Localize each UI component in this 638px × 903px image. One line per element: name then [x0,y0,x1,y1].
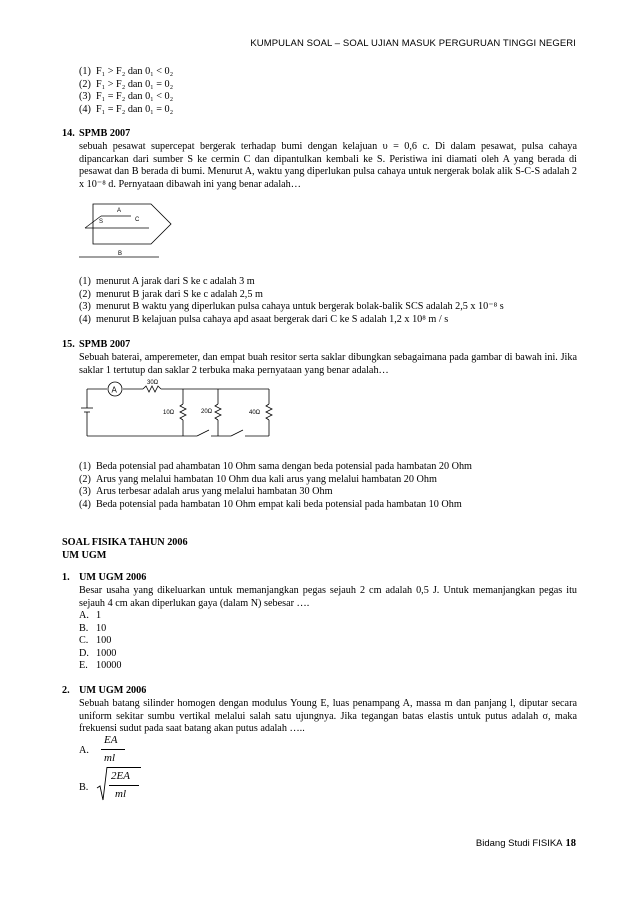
list-item: C. 100 [79,635,112,647]
question-15-options [79,461,579,511]
list-item: (2) menurut B jarak dari S ke c adalah 2,5 m [79,288,263,300]
option-a-formula [100,734,130,768]
question-14-text: sebuah pesawat supercepat bergerak terhadap bumi dengan kelajuan υ = 0,6 c. Di dalam pesawat, pulsa cahaya dipancarkan dari sumber S ke cermin C dan dipantulkan kembali ke S. Peristiwa ini diamati oleh A yang berada di pesawat dan B berada di bumi. Menurut A, waktu yang diperlukan pulsa cahaya untuk nergerak bolak alik S-C-S adalah 2 x 10⁻⁸ d. Pernyataan dibawah ini yang benar adalah… [79,141,577,190]
footer-label: Bidang Studi FISIKA [475,838,563,849]
list-item: (4) menurut B kelajuan pulsa cahaya apd asaat bergerak dari C ke S adalah 1,2 x 10⁸ m / s [79,313,449,325]
top-options [79,66,379,116]
option-b-formula [107,768,143,802]
list-item: A. 1 [79,610,102,621]
page-footer [476,838,576,849]
question-1-options [79,610,279,673]
list-item: B. 10 [79,622,107,634]
question-1-heading: 1. UM UGM 2006 [62,572,147,583]
list-item: (2) Arus yang melalui hambatan 10 Ohm dua kali arus yang melalui hambatan 20 Ohm [79,473,437,485]
resistor-label-10: 10Ω [163,410,175,416]
question-14-heading: 14. SPMB 2007 [62,128,131,139]
section-subtitle: UM UGM [62,549,107,561]
fraction-numerator: 2EA [111,770,130,782]
ammeter-label: A [111,385,117,395]
question-15-heading: 15. SPMB 2007 [62,339,131,350]
list-item: (1) Beda potensial pad ahambatan 10 Ohm sama dengan beda potensial pada hambatan 20 Ohm [79,461,472,472]
resistor-label-30: 30Ω [147,380,159,386]
list-item: (1) menurut A jarak dari S ke c adalah 3 m [79,276,255,287]
section-heading [62,537,188,562]
page-number: 18 [565,838,576,849]
question-2-text: Sebuah batang silinder homogen dengan modulus Young E, luas penampang A, massa m dan panjang l, diputar secara uniform sekitar sumbu vertikal melalui salah satu ujungnya. Jika tegangan batas elastis untuk putus adalah σ, maka frekuensi sudut pada saat batang akan putus adalah ….. [79,698,577,735]
fraction-denominator: ml [115,788,126,800]
list-item: (3) F₁ = F₂ dan 0₁ < 0₂ [79,91,174,103]
section-title: SOAL FISIKA TAHUN 2006 [62,537,188,548]
label-c: C [135,217,140,223]
page-header: KUMPULAN SOAL – SOAL UJIAN MASUK PERGURUAN TINGGI NEGERI [250,38,576,49]
list-item: E. 10000 [79,660,122,672]
question-1-text: Besar usaha yang dikeluarkan untuk memanjangkan pegas sejauh 2 cm adalah 0,5 J. Untuk memanjangkan pegas itu sejauh 4 cm akan diperlukan gaya (dalam N) sebesar …. [79,585,577,609]
circuit-diagram [79,376,279,440]
list-item: (4) Beda potensial pada hambatan 10 Ohm empat kali beda potensial pada hambatan 10 Ohm [79,498,462,510]
spaceship-diagram [79,200,189,262]
fraction-denominator: ml [104,752,115,764]
option-b-label: B. [79,782,89,793]
list-item: (3) menurut B waktu yang diperlukan pulsa cahaya untuk bergerak bolak-balik SCS adalah 2,5 x 10⁻⁸ s [79,301,504,313]
list-item: (1) F₁ > F₂ dan 0₁ < 0₂ [79,66,174,77]
list-item: (4) F₁ = F₂ dan 0₁ = 0₂ [79,103,174,115]
list-item: (2) F₁ > F₂ dan 0₁ = 0₂ [79,78,174,90]
label-a: A [117,208,122,214]
resistor-label-40: 40Ω [249,410,261,416]
question-2-heading: 2. UM UGM 2006 [62,685,147,696]
label-b: B [118,251,123,257]
resistor-label-20: 20Ω [201,409,213,415]
fraction-numerator: EA [104,734,118,746]
list-item: (3) Arus terbesar adalah arus yang melalui hambatan 30 Ohm [79,486,333,498]
list-item: D. 1000 [79,647,117,659]
question-14-options [79,276,579,326]
label-s: S [99,219,104,225]
option-a-label: A. [79,745,89,756]
question-15-text: Sebuah baterai, amperemeter, dan empat buah resitor serta saklar dibungkan sebagaimana pada gambar di bawah ini. Jika saklar 1 tertutup dan saklar 2 terbuka maka pernyataan yang benar adalah… [79,352,577,376]
